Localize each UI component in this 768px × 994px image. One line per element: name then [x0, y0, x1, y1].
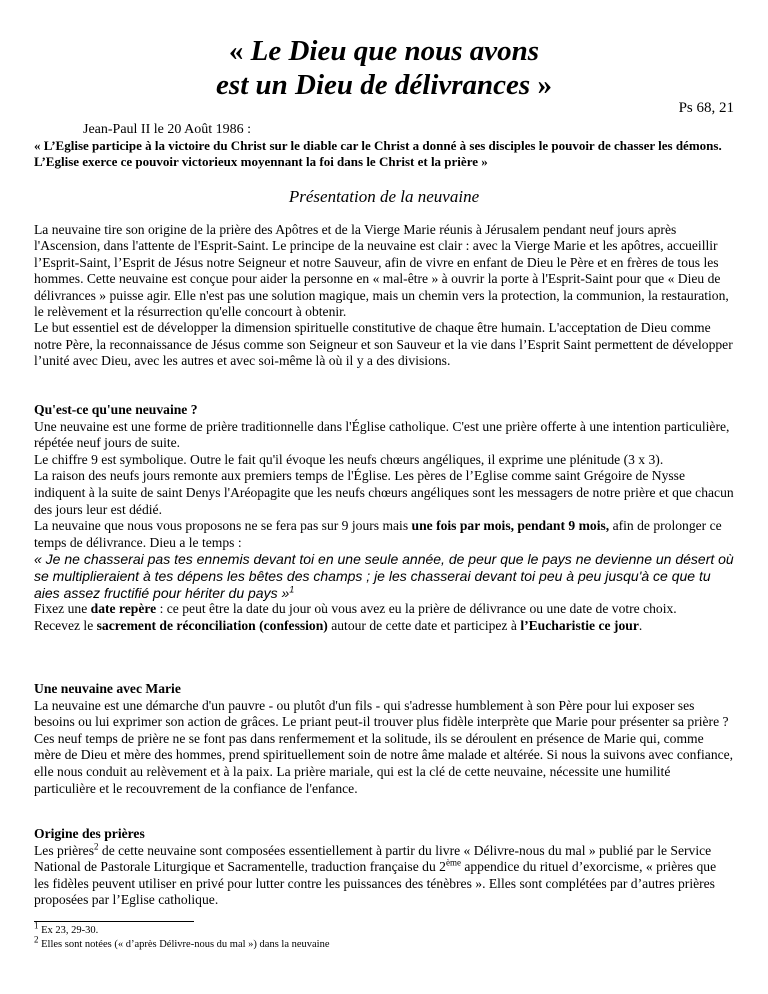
paragraph: Une neuvaine est une forme de prière traditionnelle dans l'Église catholique. C'est une prière offerte à une intention particulière, répétée neuf jours de suite. — [34, 418, 730, 451]
section-what-is-neuvaine — [34, 402, 734, 634]
footnote-ref: 2 — [94, 841, 99, 852]
footnote-number: 1 — [34, 920, 39, 931]
footnote-2 — [34, 934, 330, 951]
title-close-quote: » — [537, 69, 552, 101]
intro-block — [34, 222, 734, 370]
footnote-number: 2 — [34, 934, 39, 945]
text-run: La neuvaine que nous vous proposons ne se fera pas sur 9 jours mais — [34, 518, 412, 534]
title-line-2 — [34, 68, 734, 102]
paragraph: Ces neuf temps de prière ne se font pas dans renfermement et la solitude, ils se déroulent en présence de Marie qui, comme mère de Dieu et mère des hommes, prend spirituellement soin de notre âme malade et altérée. Si nous la suivons avec confiance, elle nous conduit au relèvement et à la paix. La prière mariale, qui est la clé de cette neuvaine, nécessite une humilité particulière et le recouvrement de la confiance de l'enfance. — [34, 730, 734, 796]
bold-run: sacrement de réconciliation (confession) — [96, 617, 328, 633]
paragraph: Le chiffre 9 est symbolique. Outre le fait qu'il évoque les neufs chœurs angéliques, il exprime une plénitude (3 x 3). — [34, 451, 664, 467]
bold-run: l’Eucharistie ce jour — [520, 617, 639, 633]
text-run: appendice du rituel d’exorcisme, « prières que les fidèles peuvent utiliser en privé pour lutter contre les puissances des ténèbres ». Elles sont complétées par d’autres prières proposées par l’Eglise catholique. — [34, 859, 717, 908]
text-run: autour de cette date et participez à — [327, 617, 521, 633]
title-open-quote: « — [228, 35, 244, 67]
section-heading: Qu'est-ce qu'une neuvaine ? — [34, 402, 198, 417]
paragraph: La neuvaine est une démarche d'un pauvre - ou plutôt d'un fils - qui s'adresse humblement à son Père pour lui exposer ses besoins ou lui exprimer son action de grâces. Le priant peut-il trouver plus fidèle interprète que Marie pour présenter sa prière ? — [34, 697, 729, 730]
superscript: ème — [445, 857, 461, 868]
text-run: : ce peut être la date du jour où vous avez eu la prière de délivrance ou une date de votre choix. — [156, 601, 677, 617]
paragraph: La raison des neufs jours remonte aux premiers temps de l'Église. Les pères de l’Eglise comme saint Grégoire de Nysse indiquent à la suite de saint Denys l'Aréopagite que les neufs chœurs angéliques sont les messagers de notre prière et que chacun des jours leur est dédié. — [34, 468, 734, 517]
scripture-text: « Je ne chasserai pas tes ennemis devant toi en une seule année, de peur que le pays ne devienne un désert où se multiplieraient à tes dépens les bêtes des champs ; je les chasserai devant toi peu à peu jusqu'à ce que tu aies assez fructifié pour hériter du pays » — [34, 551, 734, 601]
footnote-text: Elles sont notées (« d’après Délivre-nous du mal ») dans la neuvaine — [41, 939, 330, 950]
section-with-mary — [34, 681, 734, 797]
intro-paragraph-1: La neuvaine tire son origine de la prière des Apôtres et de la Vierge Marie réunis à Jérusalem pendant neuf jours après l'Ascension, dans l'attente de l'Esprit-Saint. Le principe de la neuvaine est clair : avec la Vierge Marie et les apôtres, accueillir l’Esprit-Saint, l’Esprit de Jésus notre Seigneur et notre Sauveur, afin de vivre en enfant de Dieu le Père et en frères de tous les hommes. Cette neuvaine est conçue pour aider la personne en « mal-être » à ouvrir la porte à l'Esprit-Saint pour que « Dieu de délivrances » puisse agir. Elle n'est pas une solution magique, mais un chemin vers la protection, la communion, la restauration, le relèvement et la résurrection qu'elle concourt à obtenir. — [34, 222, 729, 320]
scripture-quote — [34, 551, 734, 601]
psalm-reference: Ps 68, 21 — [678, 100, 734, 116]
paragraph — [34, 843, 734, 909]
paragraph — [34, 618, 734, 635]
footnote-1 — [34, 920, 99, 937]
section-heading: Origine des prières — [34, 826, 145, 841]
title-text-1: Le Dieu que nous avons — [250, 35, 540, 67]
text-run: de cette neuvaine sont composées essentiellement à partir du livre « Délivre-nous du mal » publié par le Service National de Pastorale Liturgique et Sacramentelle, traduction française du 2 — [34, 842, 712, 875]
footnote-ref: 1 — [289, 583, 295, 594]
intro-paragraph-2: Le but essentiel est de développer la dimension spirituelle constitutive de chaque être humain. L'acceptation de Dieu comme notre Père, la reconnaissance de Jésus comme son Seigneur et son Sauveur et la vie dans l’Esprit Saint permettent de développer l’unité avec Dieu, avec les autres et avec soi-même là où il y a des divisions. — [34, 320, 733, 369]
text-run: . — [638, 617, 643, 633]
section-prayer-origin — [34, 826, 734, 909]
bold-run: une fois par mois, pendant 9 mois, — [411, 518, 610, 534]
section-subtitle: Présentation de la neuvaine — [288, 187, 480, 206]
footnote-divider — [34, 921, 194, 922]
quote-text: « L’Eglise participe à la victoire du Christ sur le diable car le Christ a donné à ses disciples le pouvoir de chasser les démons. L’Eglise exerce ce pouvoir victorieux moyennant la foi dans le Christ et la prière » — [34, 138, 722, 169]
title-line-1 — [34, 34, 734, 68]
section-heading: Une neuvaine avec Marie — [34, 681, 181, 696]
text-run: Fixez une — [34, 601, 91, 617]
text-run: Les prières — [34, 842, 95, 858]
paragraph — [34, 518, 734, 551]
quote-author: Jean-Paul II le 20 Août 1986 : — [83, 122, 251, 137]
text-run: Recevez le — [34, 617, 97, 633]
text-run: afin de prolonger ce temps de délivrance. Dieu a le temps : — [34, 518, 722, 550]
title-text-2: est un Dieu de délivrances — [216, 69, 531, 101]
footnote-text: Ex 23, 29-30. — [41, 925, 99, 936]
paragraph — [34, 601, 734, 618]
bold-run: date repère — [90, 601, 157, 617]
